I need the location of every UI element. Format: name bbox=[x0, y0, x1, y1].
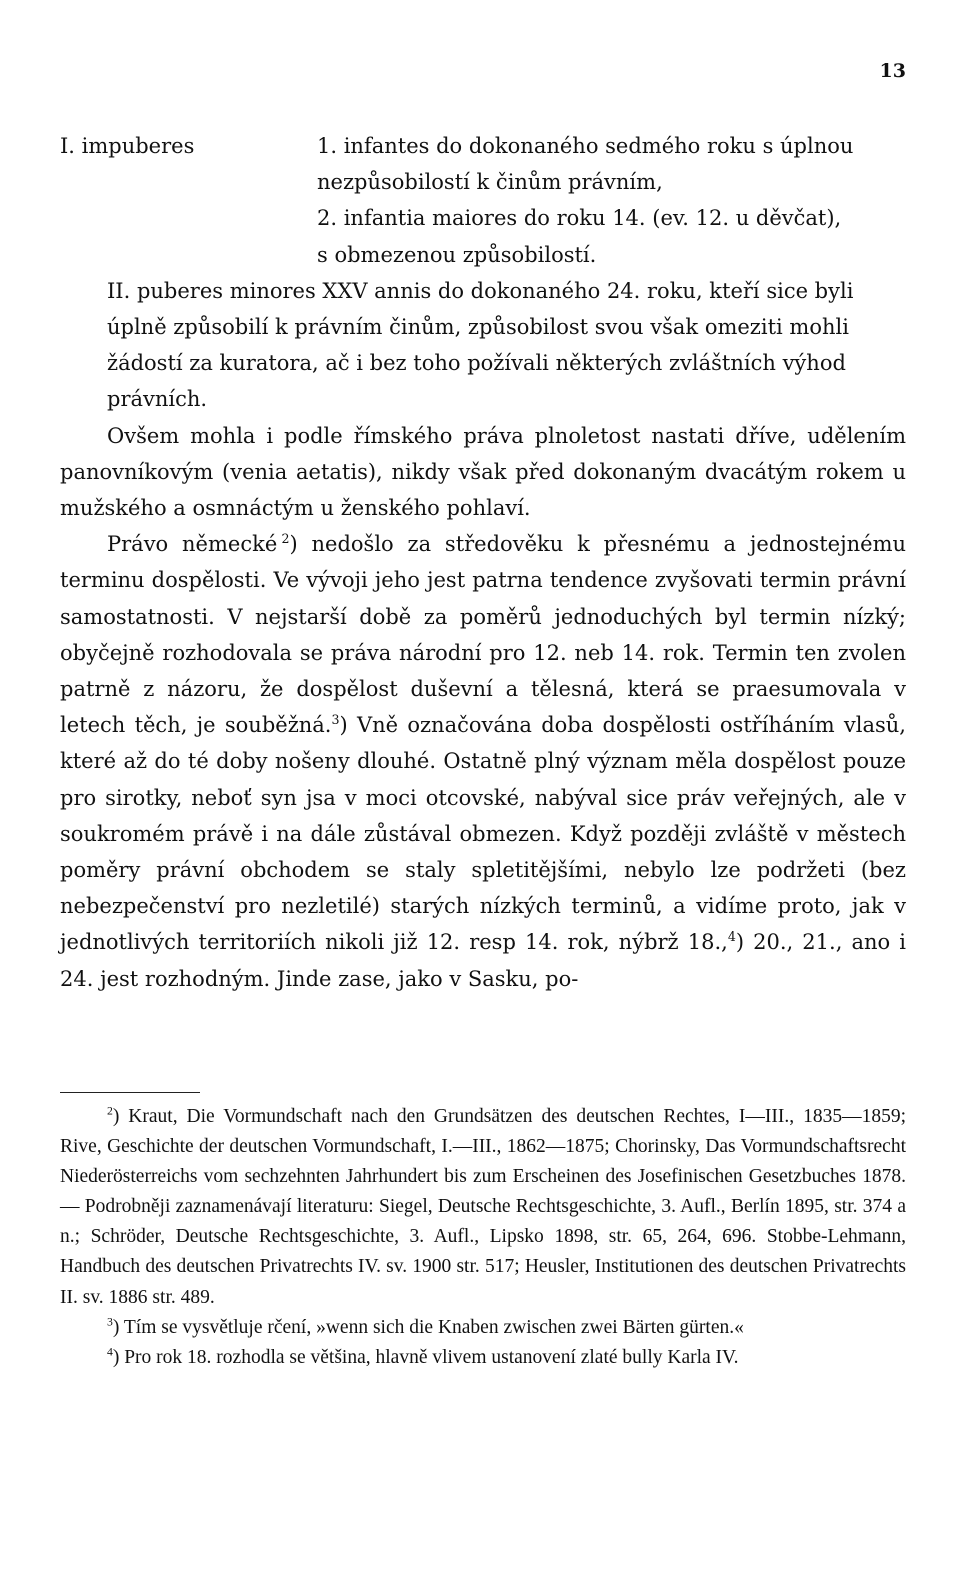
text-run: ) Vně označována doba dospělosti ostříháním vlasů, které až do té doby nošeny dlouhé. Ostatně plný význam měla dospělost pouze pro sirotky, neboť syn jsa v moci otcovské, nabýval sice práv veřejných, ale v soukromém právě i na dále zůstával obmezen. Když později zvláště v městech poměry právní obchodem se staly spletitějšími, nebylo lze podržeti (bez nebezpečenství pro nezletilé) starých nízkých terminů, a vidíme proto, jak v jednotlivých territoriích nikoli již 12. resp 14. rok, nýbrž 18., bbox=[60, 713, 906, 955]
footnote-divider bbox=[60, 1092, 200, 1093]
footnote-ref: 3 bbox=[331, 712, 340, 728]
text-run: Právo německé bbox=[107, 532, 278, 557]
footnote bbox=[60, 1313, 906, 1343]
list-item-text: 1. infantes do dokonaného sedmého roku s úplnou bbox=[317, 134, 854, 158]
text-run: ) 20., 21., ano i 24. jest rozhodným. Jinde zase, jako v Sasku, po- bbox=[60, 930, 906, 991]
footnote-mark: 3 bbox=[107, 1315, 113, 1329]
footnote-text: ) Pro rok 18. rozhodla se většina, hlavně vlivem ustanovení zlaté bully Karla IV. bbox=[112, 1346, 739, 1368]
paragraph-pravo-nemecke bbox=[60, 526, 906, 997]
footnote bbox=[60, 1343, 906, 1373]
footnote-ref: 4 bbox=[727, 929, 736, 945]
text-run: ) nedošlo za středověku k přesnému a jednostejnému terminu dospělosti. Ve vývoji jeho jest patrna tendence zvyšovati termin právní samostatnosti. V nejstarší době za poměrů jednoduchých byl termin nízký; obyčejně rozhodovala se práva národní pro 12. neb 14. rok. Termin ten zvolen patrně z názoru, že dospělost duševní a tělesná, která se praesumovala v letech těch, je souběžná. bbox=[60, 532, 907, 738]
footnote-ref: 2 bbox=[281, 531, 290, 547]
list-item-i-1 bbox=[60, 128, 906, 164]
footnotes bbox=[60, 1102, 906, 1373]
page-number: 13 bbox=[879, 60, 906, 82]
list-item-i-2-cont: s obmezenou způsobilostí. bbox=[317, 242, 597, 267]
list-item-i-2: 2. infantia maiores do roku 14. (ev. 12. u děvčat), bbox=[317, 206, 842, 231]
list-label-impuberes: I. impuberes bbox=[60, 134, 195, 158]
footnote bbox=[60, 1102, 906, 1313]
footnote-mark: 4 bbox=[107, 1345, 113, 1359]
footnote-text: ) Kraut, Die Vormundschaft nach den Grundsätzen des deutschen Rechtes, I—III., 1835—1859; Rive, Geschichte der deutschen Vormundschaft, I.—III., 1862—1875; Chorinsky, Das Vormundschaftsrecht Niederösterreichs vom sechzehnten Jahrhundert bis zum Erscheinen des Josefinischen Gesetzbuches 1878. — Podrobněji zaznamenávají literaturu: Siegel, Deutsche Rechtsgeschichte, 3. Aufl., Berlín 1895, str. 374 a n.; Schröder, Deutsche Rechtsgeschichte, 3. Aufl., Lipsko 1898, str. 65, 264, 696. Stobbe-Lehmann, Handbuch des deutschen Privatrechts IV. sv. 1900 str. 517; Heusler, Institutionen des deutschen Privatrechts II. sv. 1886 str. 489. bbox=[60, 1106, 906, 1308]
list-item-ii: II. puberes minores XXV annis do dokonaného 24. roku, kteří sice byli úplně způsobilí k právním činům, způsobilost svou však omeziti mohli žádostí za kuratora, ač i bez toho požívali některých zvláštních výhod právních. bbox=[107, 278, 854, 412]
footnote-text: ) Tím se vysvětluje rčení, »wenn sich die Knaben zwischen zwei Bärten gürten.« bbox=[112, 1316, 744, 1338]
main-text bbox=[60, 128, 906, 997]
list-item-i-1-cont: nezpůsobilostí k činům právním, bbox=[317, 170, 663, 195]
paragraph: Ovšem mohla i podle římského práva plnoletost nastati dříve, udělením panovníkovým (venia aetatis), nikdy však před dokonaným dvacátým rokem u mužského a osmnáctým u ženského pohlaví. bbox=[60, 423, 906, 521]
footnote-mark: 2 bbox=[107, 1104, 113, 1118]
